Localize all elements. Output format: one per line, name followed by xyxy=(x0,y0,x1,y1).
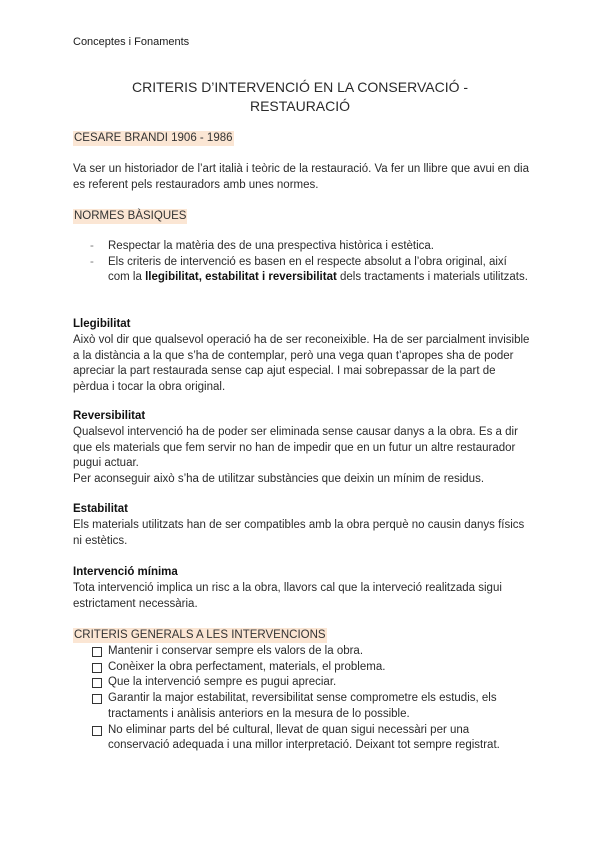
normes-bullet-list xyxy=(90,239,530,286)
dash-bullet-icon: - xyxy=(90,240,94,252)
page-header: Conceptes i Fonaments xyxy=(73,36,190,48)
checklist-item-text: Que la intervenció sempre es pugui apreciar. xyxy=(108,676,337,689)
brandi-text: Va ser un historiador de l’art italià i teòric de la restauració. Va fer un llibre que avui en dia es referent pels restauradors amb unes normes. xyxy=(73,163,529,191)
document-title xyxy=(100,78,500,116)
checkbox-icon[interactable] xyxy=(92,663,102,673)
reversibilitat-text-2: Per aconseguir això s’ha de utilitzar substàncies que deixin un mínim de residus. xyxy=(73,473,485,486)
normes-bullet-2-bold: llegibilitat, estabilitat i reversibilitat xyxy=(145,271,337,284)
llegibilitat-paragraph xyxy=(73,333,533,396)
title-line-2: RESTAURACIÓ xyxy=(249,98,351,114)
intervencio-minima-text: Tota intervenció implica un risc a la obra, llavors cal que la interveció realitzada sigui estrictament necessària. xyxy=(73,582,502,610)
reversibilitat-text-1: Qualsevol intervenció ha de poder ser eliminada sense causar danys a la obra. Es a dir que els materials que fem servir no han de impedir que en un futur un altre restaurador pugui actuar. xyxy=(73,426,518,470)
section-heading-brandi: CESARE BRANDI 1906 - 1986 xyxy=(74,132,233,144)
reversibilitat-heading: Reversibilitat xyxy=(73,410,146,422)
checkbox-icon[interactable] xyxy=(92,694,102,704)
normes-bullet-2-end: dels tractaments i materials utilitzats. xyxy=(336,271,528,284)
title-line-1: CRITERIS D’INTERVENCIÓ EN LA CONSERVACIÓ - xyxy=(131,79,469,95)
normes-bullet-1: Respectar la matèria des de una prespectiva històrica i estètica. xyxy=(108,240,434,252)
checklist-item xyxy=(92,660,532,676)
list-item xyxy=(90,255,530,286)
checklist-item-text: Garantir la major estabilitat, reversibilitat sense comprometre els estudis, els tractaments i anàlisis anteriors en la mesura de lo possible. xyxy=(108,692,497,720)
section-heading-criteris: CRITERIS GENERALS A LES INTERVENCIONS xyxy=(74,629,326,641)
checkbox-icon[interactable] xyxy=(92,726,102,736)
checklist-item xyxy=(92,691,532,722)
estabilitat-heading: Estabilitat xyxy=(73,503,128,515)
checkbox-icon[interactable] xyxy=(92,647,102,657)
checklist-item xyxy=(92,675,532,691)
estabilitat-paragraph xyxy=(73,518,533,549)
dash-bullet-icon: - xyxy=(90,255,94,268)
llegibilitat-heading: Llegibilitat xyxy=(73,318,131,330)
reversibilitat-paragraph xyxy=(73,425,533,488)
section-heading-normes: NORMES BÀSIQUES xyxy=(74,210,187,222)
checklist-item xyxy=(92,644,532,660)
criteris-checklist xyxy=(92,644,532,754)
normes-bullet-2-start: Els criteris de intervenció es basen en el respecte absolut a l’obra original, així com la xyxy=(108,255,507,284)
list-item xyxy=(90,239,530,255)
brandi-paragraph xyxy=(73,162,533,193)
checklist-item-text: No eliminar parts del bé cultural, llevat de quan sigui necessàri per una conservació adequada i una millor interpretació. Deixant tot sempre registrat. xyxy=(108,723,500,752)
checklist-item-text: Conèixer la obra perfectament, materials, el problema. xyxy=(108,660,386,673)
llegibilitat-text: Això vol dir que qualsevol operació ha de ser reconeixible. Ha de ser parcialment invisible a la distància a la que s’ha de contemplar, però una vega quan t’apropes sha de poder apreciar la part restaurada sense cap ajut especial. I mai sobrepassar de la part de pèrdua i tocar la obra original. xyxy=(73,334,530,394)
checklist-item-text: Mantenir i conservar sempre els valors de la obra. xyxy=(108,645,364,657)
estabilitat-text: Els materials utilitzats han de ser compatibles amb la obra perquè no causin danys físics ni estètics. xyxy=(73,519,525,547)
intervencio-minima-heading: Intervenció mínima xyxy=(73,566,178,578)
intervencio-minima-paragraph xyxy=(73,581,533,612)
checkbox-icon[interactable] xyxy=(92,678,102,688)
checklist-item xyxy=(92,723,532,754)
